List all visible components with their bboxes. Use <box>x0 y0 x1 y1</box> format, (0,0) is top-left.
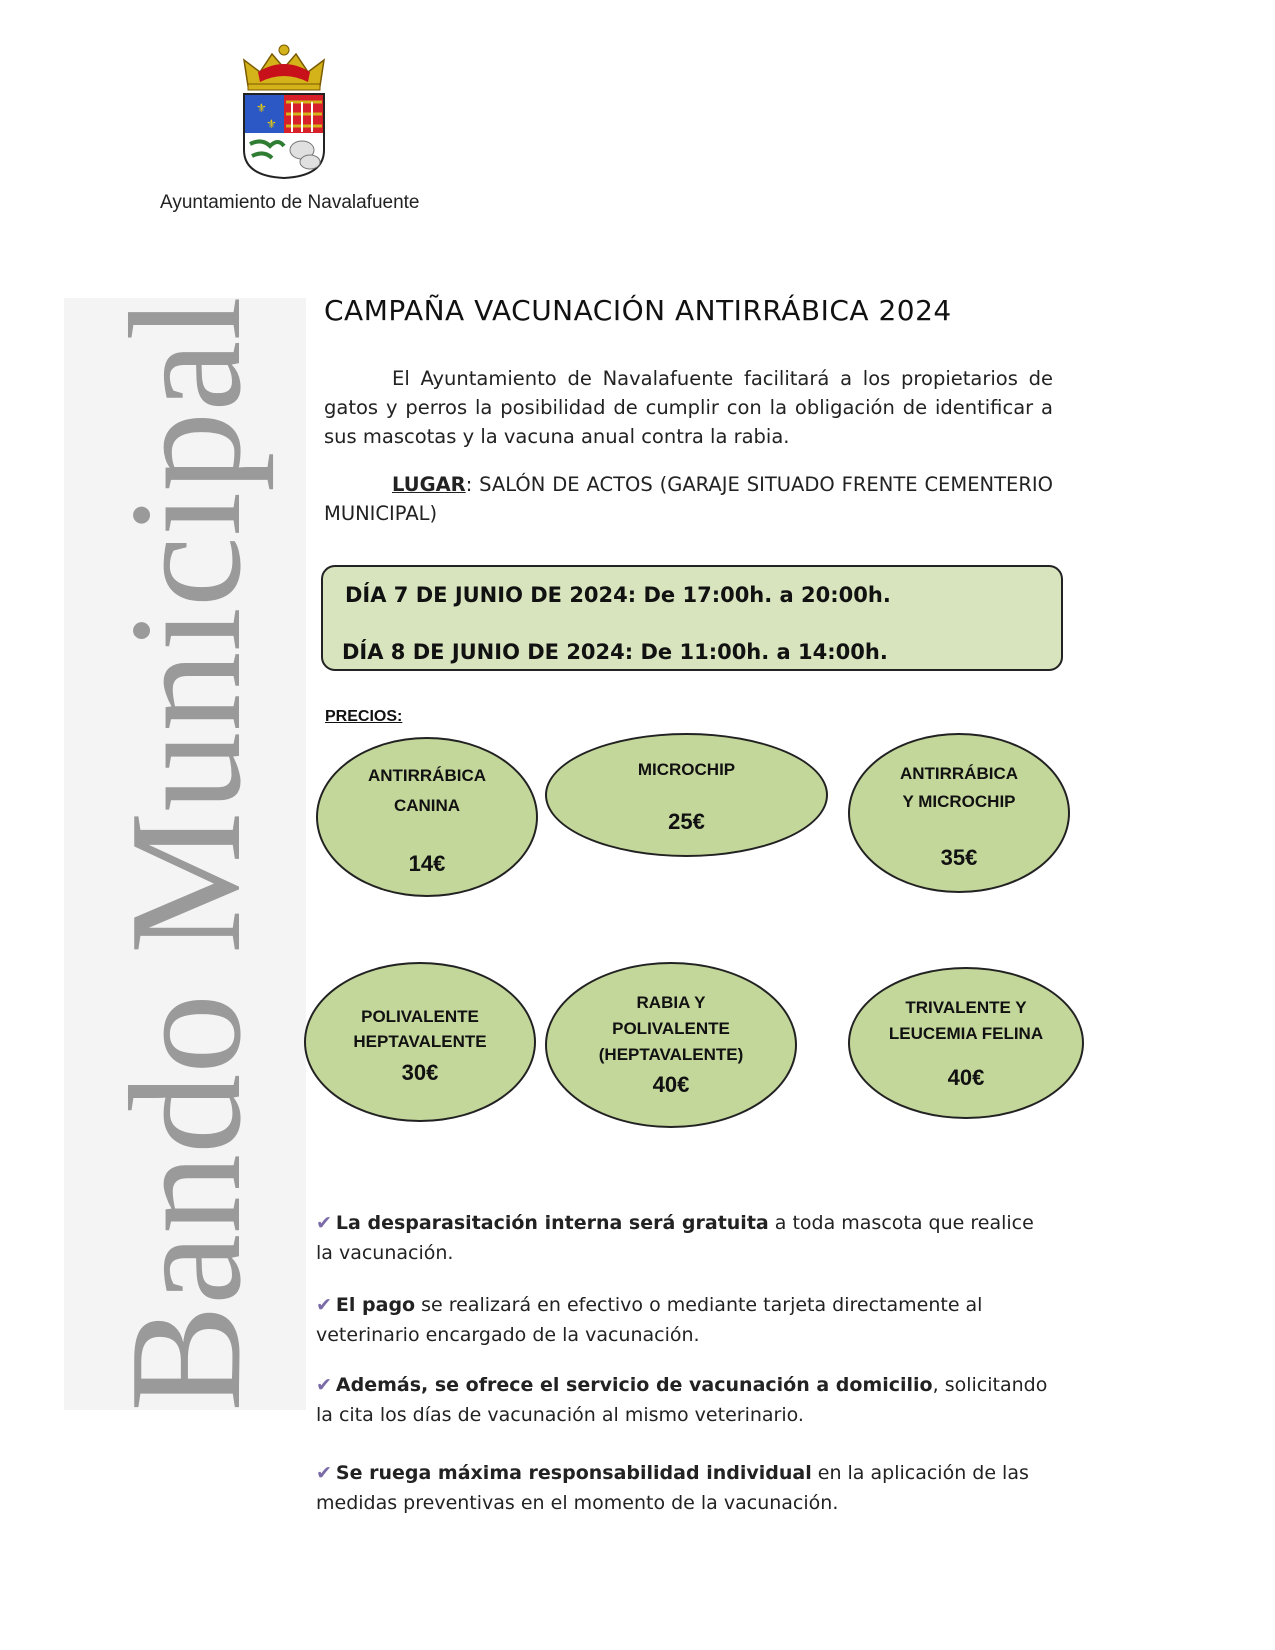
price-ellipse-antirrabica-microchip <box>848 733 1070 893</box>
intro-paragraph: El Ayuntamiento de Navalafuente facilitará a los propietarios de gatos y perros la posibilidad de cumplir con la obligación de identificar a sus mascotas y la vacuna anual contra la rabia. <box>324 367 1053 448</box>
note-bold: Se ruega máxima responsabilidad individual <box>335 1462 812 1484</box>
price-label: ANTIRRÁBICA <box>899 764 1019 783</box>
location-label: LUGAR <box>392 473 466 496</box>
note-text: a toda mascota que realice la vacunación. <box>316 1212 1034 1264</box>
price-value: 14€ <box>408 851 446 876</box>
price-label: ANTIRRÁBICA <box>367 766 487 785</box>
price-label: LEUCEMIA FELINA <box>888 1024 1044 1043</box>
price-label: POLIVALENTE <box>612 1019 730 1038</box>
coat-of-arms-logo <box>236 42 332 182</box>
checkmark-icon: ✔ <box>316 1462 332 1484</box>
price-label: POLIVALENTE <box>361 1007 479 1026</box>
price-value: 35€ <box>940 845 978 870</box>
price-value: 25€ <box>668 809 705 834</box>
note-bold: La desparasitación interna será gratuita <box>335 1212 769 1234</box>
page-title: CAMPAÑA VACUNACIÓN ANTIRRÁBICA 2024 <box>324 294 952 327</box>
list-item <box>316 1290 1056 1350</box>
price-label: RABIA Y <box>636 993 706 1012</box>
price-label: CANINA <box>393 796 461 815</box>
price-value: 40€ <box>652 1072 690 1097</box>
svg-text:⚜: ⚜ <box>256 101 267 115</box>
date-line: DÍA 7 DE JUNIO DE 2024: De 17:00h. a 20:00h. <box>345 583 891 607</box>
list-item <box>316 1370 1056 1430</box>
price-label: TRIVALENTE Y <box>905 998 1027 1017</box>
price-value: 30€ <box>401 1060 439 1085</box>
location-text: : SALÓN DE ACTOS (GARAJE SITUADO FRENTE CEMENTERIO MUNICIPAL) <box>324 473 1053 525</box>
price-ellipse-trivalente-leucemia <box>848 967 1084 1119</box>
location-paragraph <box>324 470 1053 528</box>
list-item <box>316 1458 1056 1518</box>
svg-text:⚜: ⚜ <box>266 117 277 131</box>
price-ellipse-rabia-polivalente <box>545 962 797 1128</box>
checkmark-icon: ✔ <box>316 1294 332 1316</box>
note-text: , solicitando la cita los días de vacunación al mismo veterinario. <box>316 1374 1048 1426</box>
price-label: HEPTAVALENTE <box>353 1032 487 1051</box>
note-bold: El pago <box>335 1294 416 1316</box>
price-label: Y MICROCHIP <box>902 792 1016 811</box>
price-ellipse-polivalente <box>304 962 536 1122</box>
price-label: MICROCHIP <box>637 760 736 779</box>
price-value: 40€ <box>947 1065 985 1090</box>
price-ellipse-antirrabica-canina <box>316 737 538 897</box>
note-text: en la aplicación de las medidas preventivas en el momento de la vacunación. <box>316 1462 1029 1514</box>
list-item <box>316 1208 1056 1268</box>
price-ellipse-microchip <box>545 733 828 857</box>
note-text: se realizará en efectivo o mediante tarjeta directamente al veterinario encargado de la vacunación. <box>316 1294 983 1346</box>
prices-heading: PRECIOS: <box>325 708 403 725</box>
side-label-bando-municipal: Bando Municipal <box>96 296 274 1412</box>
price-label: (HEPTAVALENTE) <box>598 1045 744 1064</box>
checkmark-icon: ✔ <box>316 1212 332 1234</box>
date-line: DÍA 8 DE JUNIO DE 2024: De 11:00h. a 14:00h. <box>342 640 888 664</box>
organization-name: Ayuntamiento de Navalafuente <box>160 192 420 213</box>
dates-box <box>321 565 1063 671</box>
note-bold: Además, se ofrece el servicio de vacunación a domicilio <box>335 1374 933 1396</box>
checkmark-icon: ✔ <box>316 1374 332 1396</box>
